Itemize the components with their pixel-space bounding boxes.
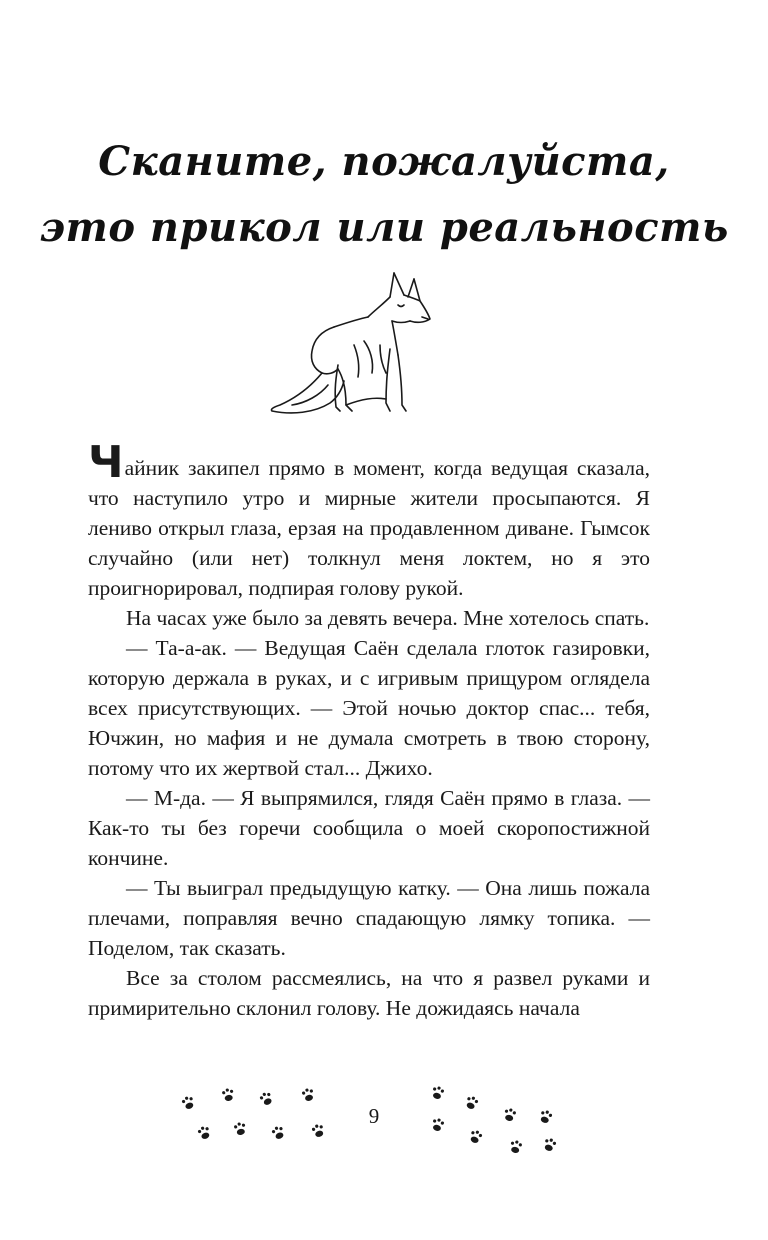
paragraph-4: — М-да. — Я выпрямился, глядя Саён прямо в глаза. — Как-то ты без горечи сообщила о моей скоропостижной кончине. bbox=[88, 786, 650, 870]
page-number: 9 bbox=[368, 1104, 380, 1128]
paragraph-5: — Ты выиграл предыдущую катку. — Она лишь пожала плечами, поправляя вечно спадающую лямку топика. — Поделом, так сказать. bbox=[88, 876, 650, 960]
paragraph-2: На часах уже было за девять вечера. Мне хотелось спать. bbox=[126, 606, 650, 630]
chapter-title-line-2: это прикол или реальность bbox=[39, 204, 729, 251]
paragraph-1 bbox=[88, 437, 650, 603]
paragraph-1-text: айник закипел прямо в момент, когда ведущая сказала, что наступило утро и мирные жители просыпаются. Я лениво открыл глаза, ерзая на продавленном диване. Гымсок случайно (или нет) толкнул меня локтем, но я это проигнорировал, подпирая голову рукой. bbox=[88, 456, 650, 600]
paw-prints-right-icon bbox=[424, 1080, 574, 1160]
paw-prints-left-icon bbox=[176, 1080, 336, 1160]
drop-cap: Ч bbox=[88, 437, 124, 488]
paragraph-6: Все за столом рассмеялись, на что я развел руками и примирительно склонил голову. Не дожидаясь начала bbox=[88, 966, 650, 1020]
body-text bbox=[88, 437, 650, 1023]
paragraph-3: — Та-а-ак. — Ведущая Саён сделала глоток газировки, которую держала в руках, и с игривым прищуром оглядела всех присутствующих. — Этой ночью доктор спас... тебя, Ючжин, но мафия и не думала смотреть в твою сторону, потому что их жертвой стал... Джихо. bbox=[88, 636, 650, 780]
fox-line-art-icon bbox=[262, 265, 442, 425]
chapter-title-line-1: Сканите, пожалуйста, bbox=[98, 138, 670, 185]
page-footer bbox=[0, 1080, 768, 1160]
